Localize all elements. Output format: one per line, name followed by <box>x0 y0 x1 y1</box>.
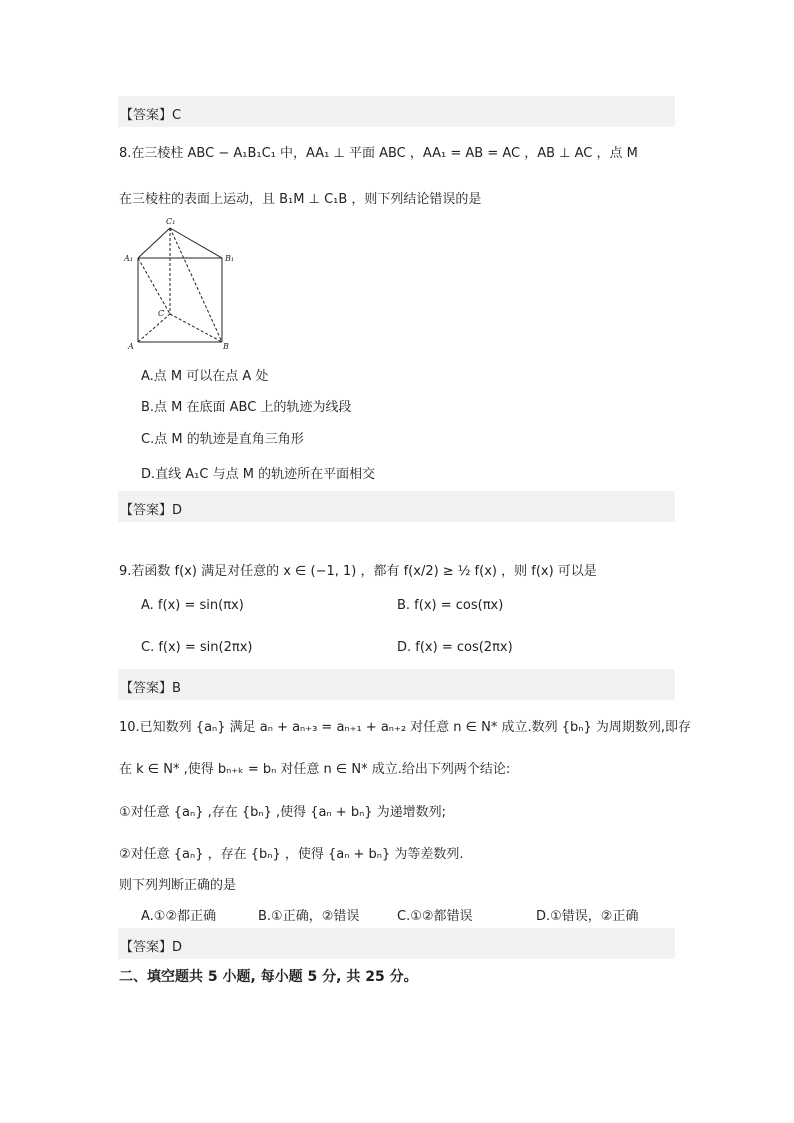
q10-option-b: B.①正确，②错误 <box>258 909 360 924</box>
q10-stem-line1: 10.已知数列 {aₙ} 满足 aₙ + aₙ₊₃ = aₙ₊₁ + aₙ₊₂ 对任意 n ∈ N* 成立.数列 {bₙ} 为周期数列,即存 <box>119 720 691 735</box>
answer-text: 【答案】D <box>120 503 183 518</box>
answer-text: 【答案】B <box>120 681 181 696</box>
q9-option-b: B. f(x) = cos(πx) <box>397 598 504 613</box>
label-A1: A₁ <box>124 254 133 263</box>
answer-text: 【答案】D <box>120 940 183 955</box>
label-A: A <box>128 342 134 351</box>
q10-ask: 则下列判断正确的是 <box>119 878 237 893</box>
q10-stem-line2: 在 k ∈ N* ,使得 bₙ₊ₖ = bₙ 对任意 n ∈ N* 成立.给出下列两个结论: <box>119 762 511 777</box>
q9-option-c: C. f(x) = sin(2πx) <box>141 640 253 655</box>
answer-bar-8 <box>118 491 675 522</box>
q10-option-c: C.①②都错误 <box>397 909 473 924</box>
q9-stem: 9.若函数 f(x) 满足对任意的 x ∈ (−1, 1) ，都有 f(x/2) ≥ ½ f(x) ，则 f(x) 可以是 <box>119 564 597 579</box>
q10-conclusion-1: ①对任意 {aₙ} ,存在 {bₙ} ,使得 {aₙ + bₙ} 为递增数列; <box>119 805 447 820</box>
q8-stem-line2: 在三棱柱的表面上运动，且 B₁M ⊥ C₁B ，则下列结论错误的是 <box>119 192 482 207</box>
section-heading: 二、填空题共 5 小题, 每小题 5 分, 共 25 分。 <box>119 969 418 985</box>
q8-option-a: A.点 M 可以在点 A 处 <box>141 369 269 384</box>
answer-bar-7 <box>118 96 675 127</box>
label-C: C <box>158 309 165 318</box>
q9-option-d: D. f(x) = cos(2πx) <box>397 640 513 655</box>
q8-option-d: D.直线 A₁C 与点 M 的轨迹所在平面相交 <box>141 467 376 482</box>
q8-option-c: C.点 M 的轨迹是直角三角形 <box>141 432 304 447</box>
label-C1: C₁ <box>166 217 176 226</box>
q8-stem-line1: 8.在三棱柱 ABC − A₁B₁C₁ 中，AA₁ ⊥ 平面 ABC ，AA₁ = AB = AC ，AB ⊥ AC ，点 M <box>119 146 638 161</box>
q9-option-a: A. f(x) = sin(πx) <box>141 598 244 613</box>
prism-figure <box>120 212 238 352</box>
label-B1: B₁ <box>225 254 235 263</box>
q10-option-d: D.①错误，②正确 <box>536 909 639 924</box>
q10-option-a: A.①②都正确 <box>141 909 217 924</box>
q8-option-b: B.点 M 在底面 ABC 上的轨迹为线段 <box>141 400 352 415</box>
answer-text: 【答案】C <box>120 108 182 123</box>
answer-bar-10 <box>118 928 675 959</box>
answer-bar-9 <box>118 669 675 700</box>
q10-conclusion-2: ②对任意 {aₙ} ，存在 {bₙ} ，使得 {aₙ + bₙ} 为等差数列. <box>119 847 464 862</box>
label-B: B <box>223 342 229 351</box>
